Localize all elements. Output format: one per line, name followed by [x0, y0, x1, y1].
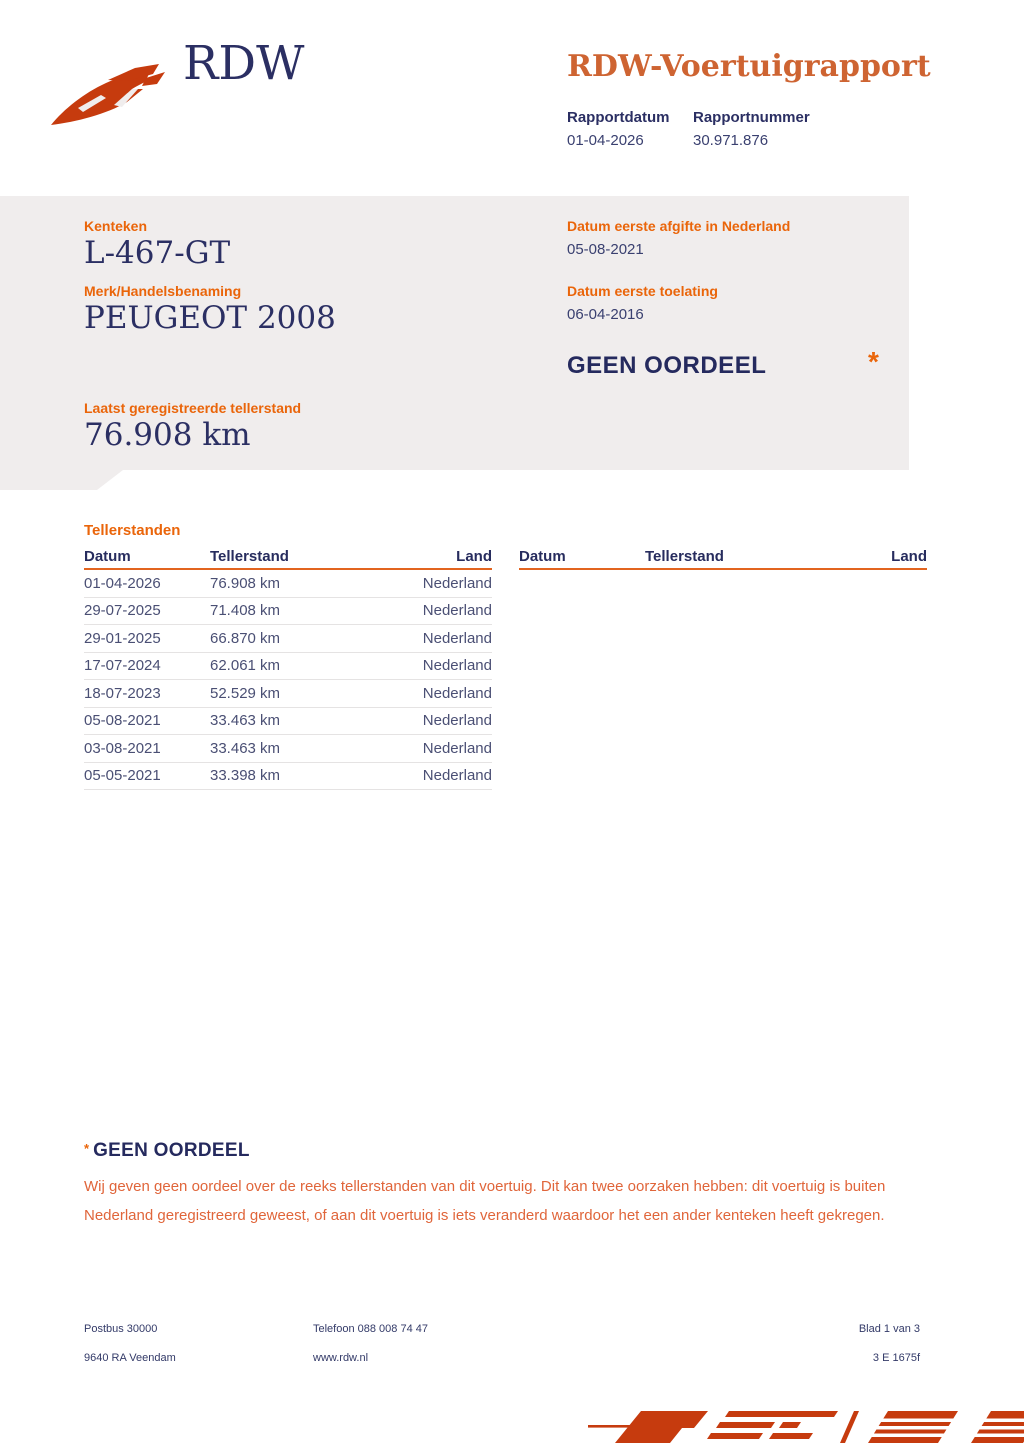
table-cell: 33.463 km — [210, 739, 281, 757]
table-cell: 71.408 km — [210, 602, 281, 620]
footnote-asterisk: * — [84, 1141, 90, 1156]
table-cell: 03-08-2021 — [84, 739, 161, 757]
column-header-land: Land — [891, 548, 927, 565]
table-header-row — [84, 547, 492, 570]
brand-wordmark: RDW — [183, 36, 305, 91]
table-cell: Nederland — [422, 602, 492, 620]
table-row — [84, 625, 492, 653]
table-header-row — [519, 547, 927, 570]
footer-address-line1: Postbus 30000 — [84, 1323, 158, 1335]
odometer-table-right — [519, 547, 927, 570]
merk-label: Merk/Handelsbenaming — [84, 283, 242, 299]
table-cell: 01-04-2026 — [84, 574, 161, 592]
table-cell: 29-07-2025 — [84, 602, 161, 620]
tellerstand-value: 76.908 km — [84, 417, 251, 453]
toelating-value: 06-04-2016 — [567, 306, 644, 323]
footer-page-indicator: Blad 1 van 3 — [858, 1323, 920, 1335]
toelating-label: Datum eerste toelating — [567, 283, 718, 299]
merk-value: PEUGEOT 2008 — [84, 300, 336, 336]
odometer-table-left — [84, 547, 492, 790]
tellerstanden-section-title: Tellerstanden — [84, 522, 181, 539]
report-date-label: Rapportdatum — [567, 109, 670, 126]
footer-address-line2: 9640 RA Veendam — [84, 1352, 176, 1364]
table-cell: Nederland — [422, 684, 492, 702]
table-row — [84, 598, 492, 626]
column-header-tellerstand: Tellerstand — [645, 548, 724, 565]
footer-website: www.rdw.nl — [313, 1352, 369, 1364]
table-cell: 17-07-2024 — [84, 657, 161, 675]
kenteken-label: Kenteken — [84, 218, 148, 234]
table-cell: 76.908 km — [210, 574, 281, 592]
verdict-asterisk: * — [868, 346, 879, 377]
table-cell: 29-01-2025 — [84, 629, 161, 647]
column-header-land: Land — [456, 548, 492, 565]
table-cell: 33.398 km — [210, 767, 281, 785]
column-header-tellerstand: Tellerstand — [210, 548, 289, 565]
table-cell: Nederland — [422, 739, 492, 757]
verdict-text: GEEN OORDEEL — [567, 352, 767, 379]
column-header-datum: Datum — [519, 548, 566, 565]
footnote-heading — [84, 1140, 896, 1162]
footnote-text: Wij geven geen oordeel over de reeks tellerstanden van dit voertuig. Dit kan twee oorzaken hebben: dit voertuig is buiten Nederland geregistreerd geweest, of aan dit voertuig is iets veranderd waardoor het een ander kenteken heeft gekregen. — [84, 1178, 886, 1224]
table-cell: 66.870 km — [210, 629, 281, 647]
rdw-speed-stripes-icon — [583, 1398, 1024, 1449]
column-header-datum: Datum — [84, 548, 131, 565]
table-cell: Nederland — [422, 712, 492, 730]
table-cell: 05-08-2021 — [84, 712, 161, 730]
table-cell: Nederland — [422, 657, 492, 675]
table-row — [84, 735, 492, 763]
table-row — [84, 570, 492, 598]
footer-form-code: 3 E 1675f — [872, 1352, 920, 1364]
table-cell: 33.463 km — [210, 712, 281, 730]
table-cell: 05-05-2021 — [84, 767, 161, 785]
table-cell: Nederland — [422, 629, 492, 647]
table-body — [84, 570, 492, 790]
tellerstand-label: Laatst geregistreerde tellerstand — [84, 400, 302, 416]
table-cell: 18-07-2023 — [84, 684, 161, 702]
report-number-label: Rapportnummer — [693, 109, 810, 126]
table-row — [84, 763, 492, 791]
table-cell: 52.529 km — [210, 684, 281, 702]
table-cell: Nederland — [422, 574, 492, 592]
table-cell: 62.061 km — [210, 657, 281, 675]
footnote-title: GEEN OORDEEL — [93, 1140, 250, 1161]
report-number-value: 30.971.876 — [693, 132, 769, 149]
page-title: RDW-Voertuigrapport — [567, 49, 931, 84]
table-row — [84, 680, 492, 708]
table-row — [84, 708, 492, 736]
report-date-value: 01-04-2026 — [567, 132, 644, 149]
kenteken-value: L-467-GT — [84, 235, 231, 271]
table-row — [84, 653, 492, 681]
rdw-feather-logo-icon — [48, 62, 166, 130]
table-cell: Nederland — [422, 767, 492, 785]
footnote-section — [84, 1140, 896, 1230]
afgifte-value: 05-08-2021 — [567, 241, 644, 258]
footer-phone: Telefoon 088 008 74 47 — [313, 1323, 428, 1335]
afgifte-label: Datum eerste afgifte in Nederland — [567, 218, 791, 234]
